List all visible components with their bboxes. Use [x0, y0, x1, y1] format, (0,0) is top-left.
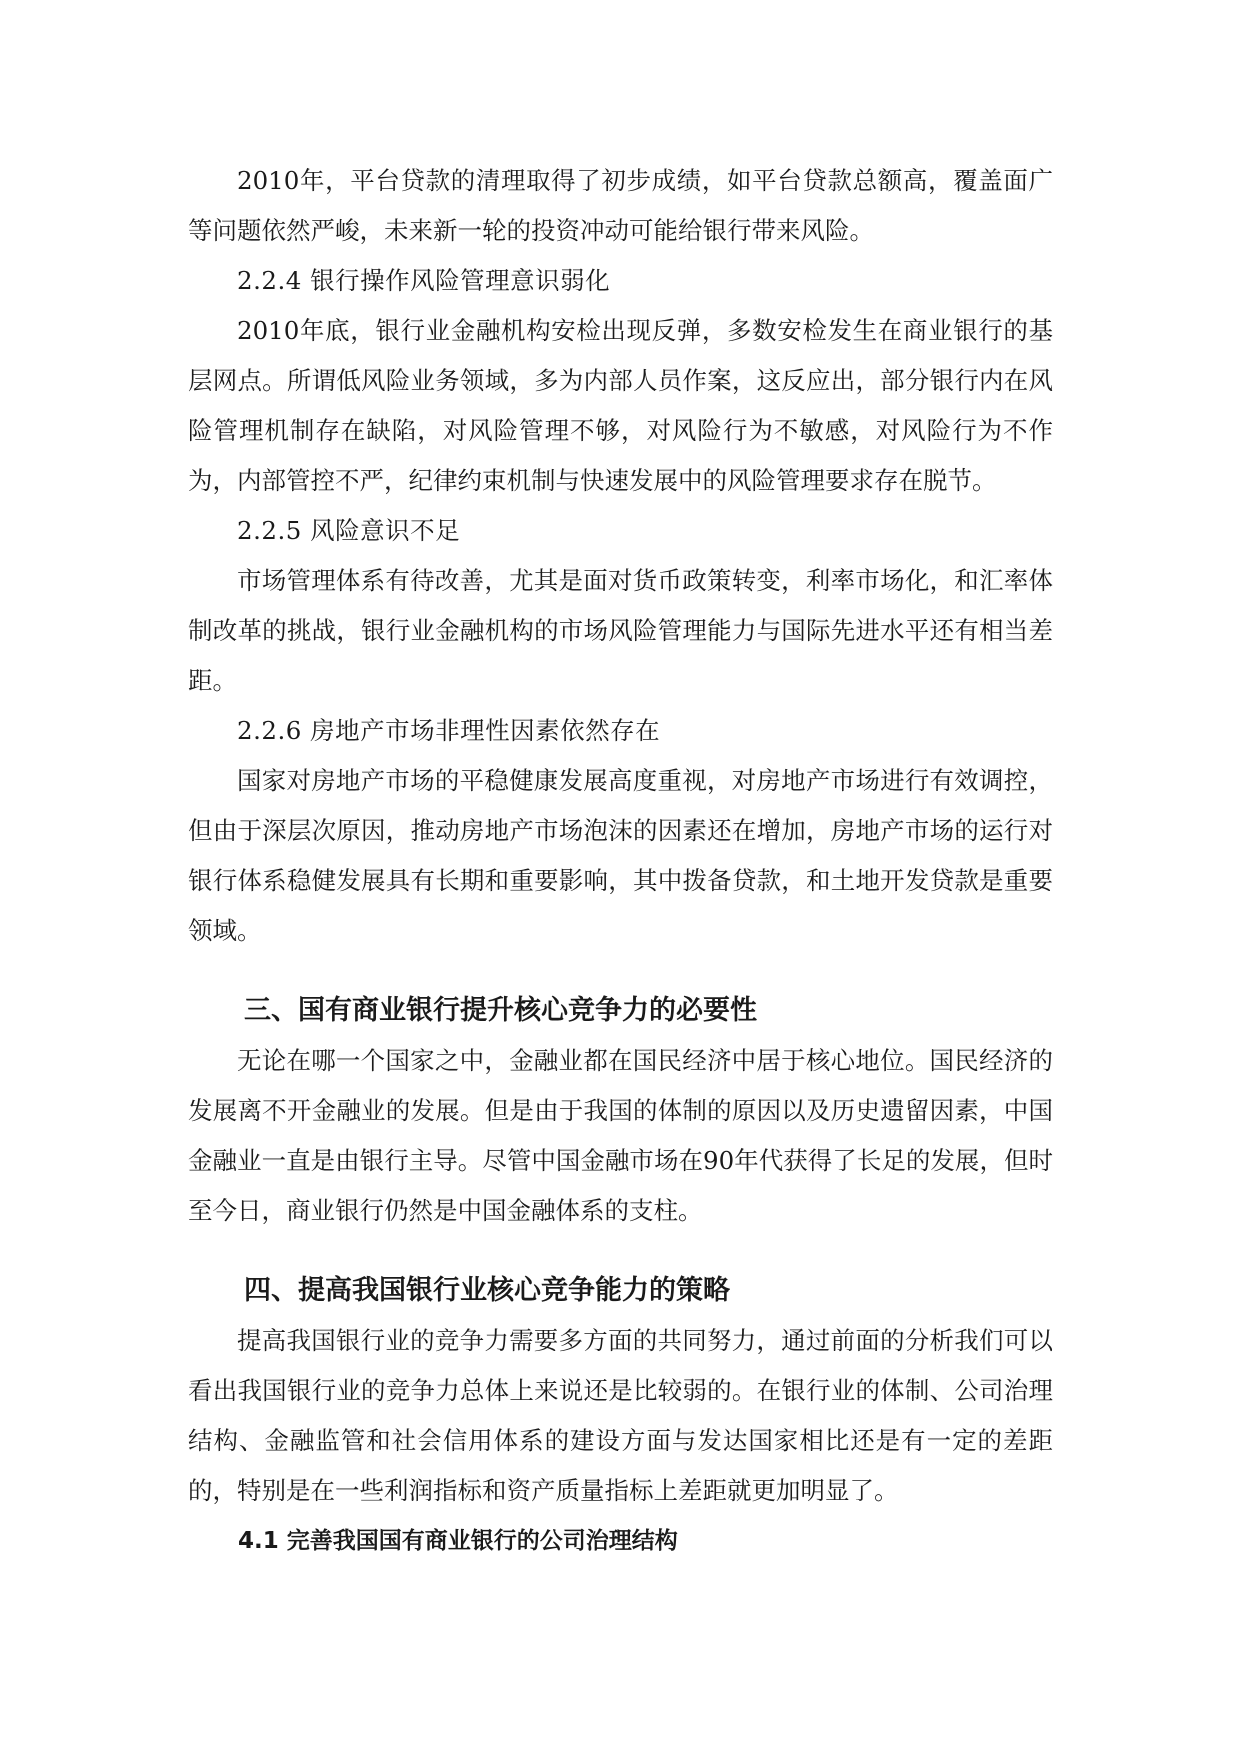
subheading-2-2-4: 2.2.4 银行操作风险管理意识弱化	[237, 266, 611, 295]
paragraph-operational-risk: 2010年底，银行业金融机构安检出现反弹，多数安检发生在商业银行的基层网点。所谓低风险业务领域，多为内部人员作案，这反应出，部分银行内在风险管理机制存在缺陷，对风险管理不够，对风险行为不敏感，对风险行为不作为，内部管控不严，纪律约束机制与快速发展中的风险管理要求存在脱节。	[188, 316, 1053, 495]
paragraph-strategy: 提高我国银行业的竞争力需要多方面的共同努力，通过前面的分析我们可以看出我国银行业的竞争力总体上来说还是比较弱的。在银行业的体制、公司治理结构、金融监管和社会信用体系的建设方面与发达国家相比还是有一定的差距的，特别是在一些利润指标和资产质量指标上差距就更加明显了。	[188, 1326, 1053, 1505]
section-4-title: 四、提高我国银行业核心竞争能力的策略	[244, 1275, 730, 1306]
paragraph-platform-loans: 2010年，平台贷款的清理取得了初步成绩，如平台贷款总额高，覆盖面广等问题依然严峻，未来新一轮的投资冲动可能给银行带来风险。	[188, 166, 1053, 245]
paragraph-real-estate: 国家对房地产市场的平稳健康发展高度重视，对房地产市场进行有效调控，但由于深层次原因，推动房地产市场泡沫的因素还在增加，房地产市场的运行对银行体系稳健发展具有长期和重要影响，其中拨备贷款，和土地开发贷款是重要领域。	[188, 766, 1053, 945]
subheading-2-2-5: 2.2.5 风险意识不足	[237, 516, 461, 545]
paragraph-necessity: 无论在哪一个国家之中，金融业都在国民经济中居于核心地位。国民经济的发展离不开金融业的发展。但是由于我国的体制的原因以及历史遗留因素，中国金融业一直是由银行主导。尽管中国金融市场在90年代获得了长足的发展，但时至今日，商业银行仍然是中国金融体系的支柱。	[188, 1046, 1053, 1225]
subheading-2-2-6: 2.2.6 房地产市场非理性因素依然存在	[237, 716, 661, 745]
subheading-4-1: 4.1 完善我国国有商业银行的公司治理结构	[238, 1528, 678, 1554]
paragraph-risk-awareness: 市场管理体系有待改善，尤其是面对货币政策转变，利率市场化，和汇率体制改革的挑战，银行业金融机构的市场风险管理能力与国际先进水平还有相当差距。	[188, 566, 1053, 695]
document-body	[188, 150, 1053, 1566]
section-3-title: 三、国有商业银行提升核心竞争力的必要性	[244, 995, 757, 1026]
